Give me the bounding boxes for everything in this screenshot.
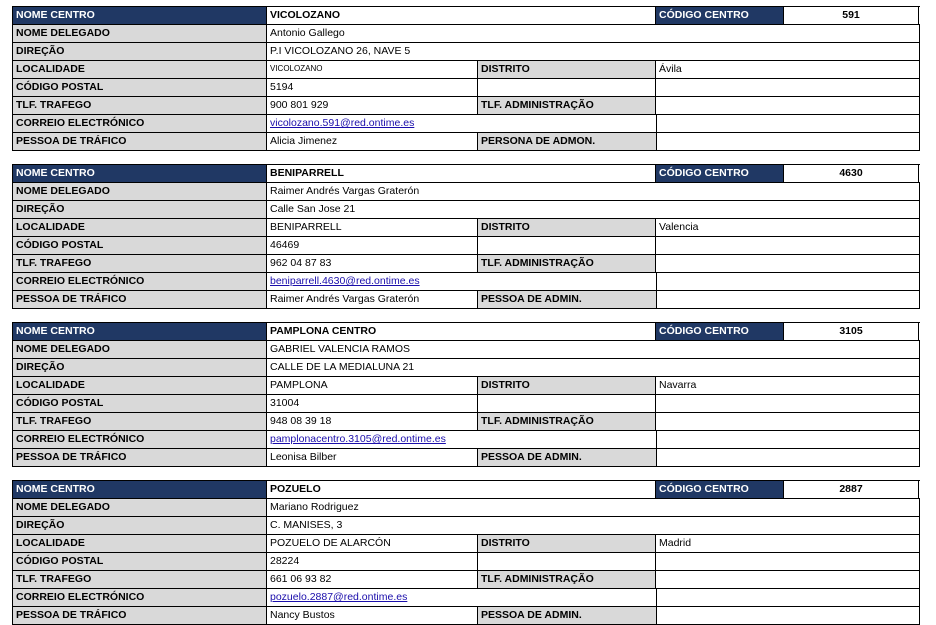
row-nome-delegado	[12, 499, 920, 517]
nome-delegado-label: NOME DELEGADO	[12, 341, 266, 358]
nome-centro-label: NOME CENTRO	[12, 165, 266, 182]
pessoa-admin-value	[656, 607, 920, 624]
row-nome-centro	[12, 480, 920, 499]
tlf-trafego-label: TLF. TRAFEGO	[12, 255, 266, 272]
correio-cell	[266, 115, 656, 132]
correio-label: CORREIO ELECTRÓNICO	[12, 273, 266, 290]
row-nome-delegado	[12, 341, 920, 359]
pessoa-admin-value	[656, 291, 920, 308]
tlf-trafego-value: 900 801 929	[266, 97, 477, 114]
center-card	[12, 322, 920, 467]
center-name: PAMPLONA CENTRO	[266, 323, 655, 340]
row-tlf	[12, 255, 920, 273]
empty-cell	[477, 237, 655, 254]
row-direcao	[12, 201, 920, 219]
nome-delegado-value: Mariano Rodriguez	[266, 499, 920, 516]
correio-cell	[266, 273, 656, 290]
center-name: VICOLOZANO	[266, 7, 655, 24]
pessoa-trafico-label: PESSOA DE TRÁFICO	[12, 607, 266, 624]
row-codigo-postal	[12, 395, 920, 413]
codigo-centro-label: CÓDIGO CENTRO	[655, 165, 783, 182]
codigo-postal-label: CÓDIGO POSTAL	[12, 395, 266, 412]
row-nome-centro	[12, 164, 920, 183]
nome-centro-label: NOME CENTRO	[12, 481, 266, 498]
center-code: 3105	[783, 323, 919, 340]
row-localidade	[12, 61, 920, 79]
direcao-label: DIREÇÃO	[12, 517, 266, 534]
email-link[interactable]: beniparrell.4630@red.ontime.es	[270, 275, 420, 287]
tlf-trafego-value: 962 04 87 83	[266, 255, 477, 272]
codigo-centro-label: CÓDIGO CENTRO	[655, 481, 783, 498]
center-name: POZUELO	[266, 481, 655, 498]
nome-delegado-value: Antonio Gallego	[266, 25, 920, 42]
codigo-postal-label: CÓDIGO POSTAL	[12, 237, 266, 254]
pessoa-admin-label: PERSONA DE ADMON.	[477, 133, 656, 150]
center-code: 4630	[783, 165, 919, 182]
row-correio	[12, 115, 920, 133]
pessoa-trafico-value: Alicia Jimenez	[266, 133, 477, 150]
distrito-label: DISTRITO	[477, 219, 655, 236]
correio-label: CORREIO ELECTRÓNICO	[12, 589, 266, 606]
pessoa-trafico-label: PESSOA DE TRÁFICO	[12, 133, 266, 150]
localidade-value: VICOLOZANO	[266, 61, 477, 78]
distrito-value: Madrid	[655, 535, 920, 552]
codigo-centro-label: CÓDIGO CENTRO	[655, 7, 783, 24]
tlf-administracao-label: TLF. ADMINISTRAÇÃO	[477, 255, 655, 272]
codigo-postal-label: CÓDIGO POSTAL	[12, 553, 266, 570]
row-pessoa	[12, 291, 920, 309]
direcao-value: CALLE DE LA MEDIALUNA 21	[266, 359, 920, 376]
tlf-administracao-value	[655, 255, 920, 272]
row-nome-centro	[12, 322, 920, 341]
distrito-value: Navarra	[655, 377, 920, 394]
direcao-label: DIREÇÃO	[12, 201, 266, 218]
correio-label: CORREIO ELECTRÓNICO	[12, 115, 266, 132]
row-tlf	[12, 97, 920, 115]
center-code: 2887	[783, 481, 919, 498]
nome-delegado-value: GABRIEL VALENCIA RAMOS	[266, 341, 920, 358]
row-pessoa	[12, 449, 920, 467]
correio-label: CORREIO ELECTRÓNICO	[12, 431, 266, 448]
pessoa-trafico-value: Raimer Andrés Vargas Graterón	[266, 291, 477, 308]
nome-delegado-label: NOME DELEGADO	[12, 499, 266, 516]
correio-cell	[266, 589, 656, 606]
empty-cell	[656, 273, 920, 290]
tlf-administracao-value	[655, 571, 920, 588]
codigo-postal-value: 5194	[266, 79, 477, 96]
row-pessoa	[12, 607, 920, 625]
center-card	[12, 480, 920, 625]
center-card	[12, 6, 920, 151]
row-codigo-postal	[12, 237, 920, 255]
empty-cell	[477, 79, 655, 96]
localidade-label: LOCALIDADE	[12, 377, 266, 394]
pessoa-admin-value	[656, 133, 920, 150]
empty-cell	[656, 589, 920, 606]
row-direcao	[12, 43, 920, 61]
row-localidade	[12, 535, 920, 553]
localidade-label: LOCALIDADE	[12, 219, 266, 236]
empty-cell	[656, 431, 920, 448]
row-correio	[12, 589, 920, 607]
empty-cell	[655, 237, 920, 254]
row-tlf	[12, 571, 920, 589]
nome-centro-label: NOME CENTRO	[12, 7, 266, 24]
pessoa-admin-label: PESSOA DE ADMIN.	[477, 607, 656, 624]
nome-delegado-label: NOME DELEGADO	[12, 25, 266, 42]
email-link[interactable]: vicolozano.591@red.ontime.es	[270, 117, 415, 129]
tlf-administracao-value	[655, 97, 920, 114]
localidade-label: LOCALIDADE	[12, 61, 266, 78]
codigo-postal-value: 46469	[266, 237, 477, 254]
localidade-value: BENIPARRELL	[266, 219, 477, 236]
tlf-trafego-label: TLF. TRAFEGO	[12, 571, 266, 588]
pessoa-admin-label: PESSOA DE ADMIN.	[477, 449, 656, 466]
pessoa-admin-value	[656, 449, 920, 466]
empty-cell	[655, 395, 920, 412]
pessoa-trafico-value: Leonisa Bilber	[266, 449, 477, 466]
email-link[interactable]: pozuelo.2887@red.ontime.es	[270, 591, 408, 603]
nome-delegado-value: Raimer Andrés Vargas Graterón	[266, 183, 920, 200]
direcao-label: DIREÇÃO	[12, 359, 266, 376]
distrito-label: DISTRITO	[477, 535, 655, 552]
codigo-centro-label: CÓDIGO CENTRO	[655, 323, 783, 340]
pessoa-trafico-label: PESSOA DE TRÁFICO	[12, 291, 266, 308]
pessoa-trafico-value: Nancy Bustos	[266, 607, 477, 624]
direcao-value: Calle San Jose 21	[266, 201, 920, 218]
center-name: BENIPARRELL	[266, 165, 655, 182]
pessoa-admin-label: PESSOA DE ADMIN.	[477, 291, 656, 308]
empty-cell	[477, 395, 655, 412]
row-tlf	[12, 413, 920, 431]
empty-cell	[655, 553, 920, 570]
tlf-administracao-label: TLF. ADMINISTRAÇÃO	[477, 413, 655, 430]
localidade-label: LOCALIDADE	[12, 535, 266, 552]
nome-delegado-label: NOME DELEGADO	[12, 183, 266, 200]
row-direcao	[12, 517, 920, 535]
center-code: 591	[783, 7, 919, 24]
correio-cell	[266, 431, 656, 448]
center-card	[12, 164, 920, 309]
direcao-value: C. MANISES, 3	[266, 517, 920, 534]
email-link[interactable]: pamplonacentro.3105@red.ontime.es	[270, 433, 446, 445]
codigo-postal-label: CÓDIGO POSTAL	[12, 79, 266, 96]
row-correio	[12, 273, 920, 291]
row-nome-delegado	[12, 25, 920, 43]
tlf-trafego-value: 948 08 39 18	[266, 413, 477, 430]
pessoa-trafico-label: PESSOA DE TRÁFICO	[12, 449, 266, 466]
row-nome-centro	[12, 6, 920, 25]
row-localidade	[12, 377, 920, 395]
direcao-value: P.I VICOLOZANO 26, NAVE 5	[266, 43, 920, 60]
localidade-value: PAMPLONA	[266, 377, 477, 394]
localidade-value: POZUELO DE ALARCÓN	[266, 535, 477, 552]
tlf-trafego-label: TLF. TRAFEGO	[12, 97, 266, 114]
tlf-trafego-label: TLF. TRAFEGO	[12, 413, 266, 430]
row-correio	[12, 431, 920, 449]
tlf-administracao-value	[655, 413, 920, 430]
row-direcao	[12, 359, 920, 377]
distrito-label: DISTRITO	[477, 61, 655, 78]
distrito-label: DISTRITO	[477, 377, 655, 394]
empty-cell	[656, 115, 920, 132]
row-nome-delegado	[12, 183, 920, 201]
row-codigo-postal	[12, 79, 920, 97]
codigo-postal-value: 28224	[266, 553, 477, 570]
empty-cell	[477, 553, 655, 570]
empty-cell	[655, 79, 920, 96]
tlf-administracao-label: TLF. ADMINISTRAÇÃO	[477, 97, 655, 114]
codigo-postal-value: 31004	[266, 395, 477, 412]
nome-centro-label: NOME CENTRO	[12, 323, 266, 340]
distrito-value: Ávila	[655, 61, 920, 78]
tlf-trafego-value: 661 06 93 82	[266, 571, 477, 588]
direcao-label: DIREÇÃO	[12, 43, 266, 60]
row-codigo-postal	[12, 553, 920, 571]
distrito-value: Valencia	[655, 219, 920, 236]
row-localidade	[12, 219, 920, 237]
row-pessoa	[12, 133, 920, 151]
tlf-administracao-label: TLF. ADMINISTRAÇÃO	[477, 571, 655, 588]
